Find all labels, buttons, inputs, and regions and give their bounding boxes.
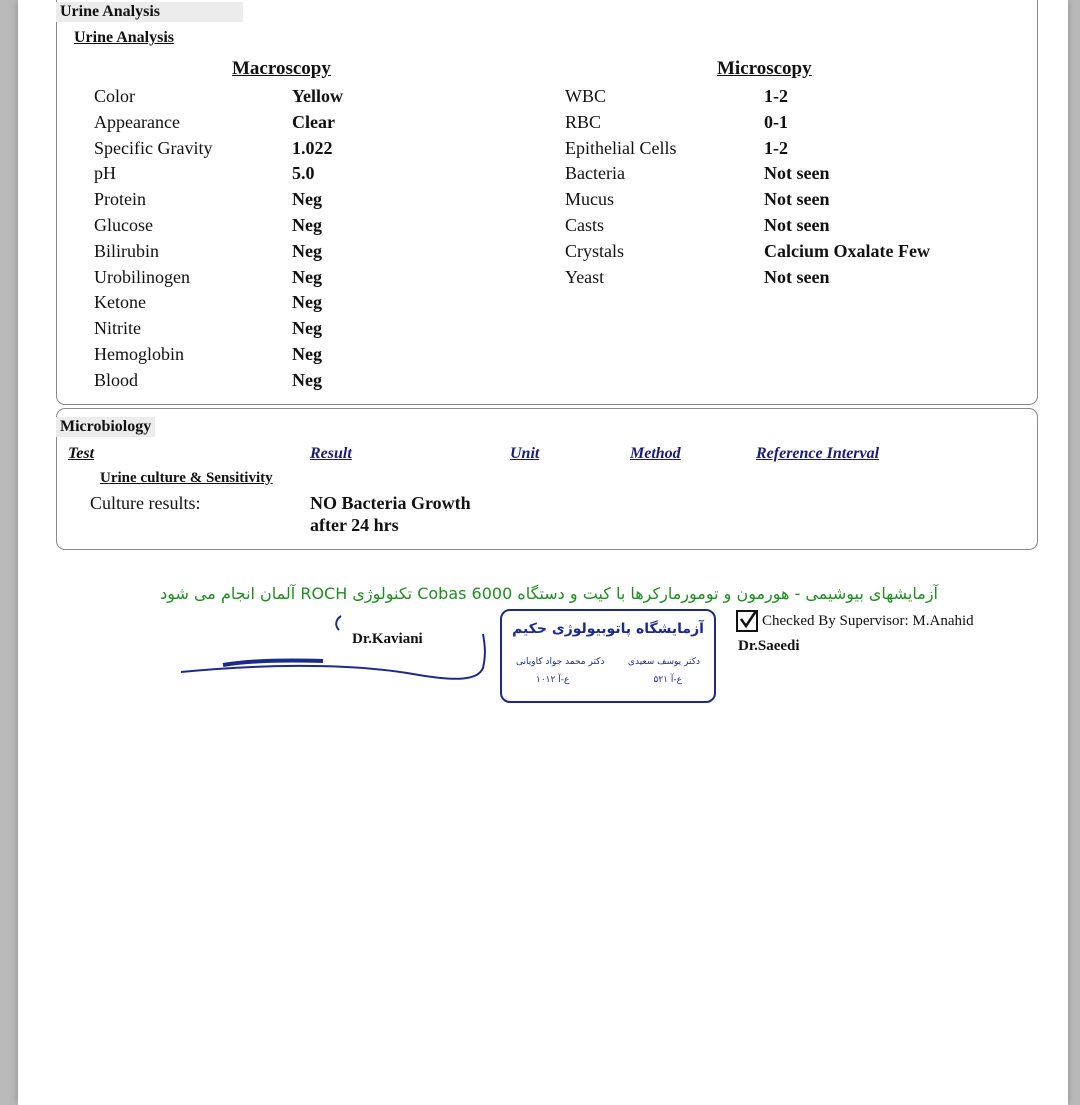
stamp-doctor-left: دکتر محمد جواد کاویانی xyxy=(516,657,605,667)
stamp-doctor-right: دکتر یوسف سعیدی xyxy=(627,657,700,667)
culture-result-line1: NO Bacteria Growth xyxy=(310,493,471,513)
macroscopy-label: Appearance xyxy=(94,111,180,132)
microscopy-label: WBC xyxy=(565,86,607,106)
macroscopy-label: Hemoglobin xyxy=(94,344,184,364)
microscopy-value: 1-2 xyxy=(764,137,788,158)
microscopy-title: Microscopy xyxy=(717,58,812,79)
checkmark-icon xyxy=(738,610,758,630)
macroscopy-label: pH xyxy=(94,163,116,184)
microscopy-label: Epithelial Cells xyxy=(565,137,677,158)
microscopy-value: Not seen xyxy=(764,163,830,184)
macroscopy-label: Urobilinogen xyxy=(94,266,190,287)
microbiology-header: Microbiology xyxy=(56,417,155,437)
culture-results-label: Culture results: xyxy=(90,493,201,513)
macroscopy-label: Glucose xyxy=(94,215,153,235)
macroscopy-value: Neg xyxy=(292,215,322,235)
macroscopy-label: Ketone xyxy=(94,292,146,313)
microscopy-label: Bacteria xyxy=(565,163,625,184)
macroscopy-label: Blood xyxy=(94,369,139,390)
microscopy-value: Not seen xyxy=(764,189,830,210)
macroscopy-value: Neg xyxy=(292,189,322,210)
macroscopy-value: Neg xyxy=(292,240,322,261)
urine-analysis-header: Urine Analysis xyxy=(56,2,243,22)
doctor-signature xyxy=(173,610,503,690)
macroscopy-value: 1.022 xyxy=(292,137,333,158)
macroscopy-label: Protein xyxy=(94,189,146,210)
urine-analysis-box xyxy=(56,0,1038,405)
microscopy-value: Not seen xyxy=(764,215,830,235)
urine-analysis-subheader: Urine Analysis xyxy=(74,29,175,46)
macroscopy-label: Color xyxy=(94,86,136,106)
microscopy-label: Mucus xyxy=(565,189,614,210)
checked-by-text: Checked By Supervisor: M.Anahid xyxy=(762,613,974,629)
stamp-code-right: ع-آ ۵۲۱ xyxy=(653,675,682,685)
macroscopy-label: Nitrite xyxy=(94,318,141,339)
microscopy-label: Casts xyxy=(565,215,605,235)
lab-equipment-note: آزمایشهای بیوشیمی - هورمون و تومورمارکرها با کیت و دستگاه Cobas 6000 تکنولوژی ROCH آلمان انجام می شود xyxy=(160,584,938,603)
microscopy-value: Not seen xyxy=(764,266,830,287)
macroscopy-value: 5.0 xyxy=(292,163,315,184)
col-test-header: Test xyxy=(68,445,95,462)
col-method-header: Method xyxy=(630,445,681,462)
macroscopy-value: Neg xyxy=(292,344,322,364)
report-page xyxy=(18,0,1068,1105)
supervisor-checkbox xyxy=(736,610,758,632)
macroscopy-value: Neg xyxy=(292,266,322,287)
col-reference-header: Reference Interval xyxy=(756,445,880,462)
doctor-right-name: Dr.Saeedi xyxy=(738,638,800,654)
macroscopy-value: Neg xyxy=(292,292,322,313)
microscopy-label: Yeast xyxy=(565,266,605,287)
culture-result-line2: after 24 hrs xyxy=(310,515,399,535)
stamp-code-left: ع-آ ۱۰۱۲ xyxy=(536,675,570,685)
lab-stamp xyxy=(500,609,716,703)
microscopy-value: 1-2 xyxy=(764,86,788,106)
microscopy-value: 0-1 xyxy=(764,111,788,132)
stamp-lab-name: آزمایشگاه پاتوبیولوژی حکیم xyxy=(512,621,704,637)
urine-culture-subheader: Urine culture & Sensitivity xyxy=(100,470,273,486)
microscopy-label: Crystals xyxy=(565,240,625,261)
macroscopy-value: Neg xyxy=(292,318,322,339)
microscopy-value: Calcium Oxalate Few xyxy=(764,240,930,261)
macroscopy-label: Specific Gravity xyxy=(94,137,213,158)
macroscopy-value: Neg xyxy=(292,369,322,390)
macroscopy-value: Clear xyxy=(292,111,335,132)
col-result-header: Result xyxy=(310,445,352,462)
col-unit-header: Unit xyxy=(510,445,540,462)
macroscopy-title: Macroscopy xyxy=(232,58,331,79)
macroscopy-label: Bilirubin xyxy=(94,240,160,261)
doctor-left-name: Dr.Kaviani xyxy=(352,631,423,647)
macroscopy-value: Yellow xyxy=(292,86,343,106)
microscopy-label: RBC xyxy=(565,111,602,132)
